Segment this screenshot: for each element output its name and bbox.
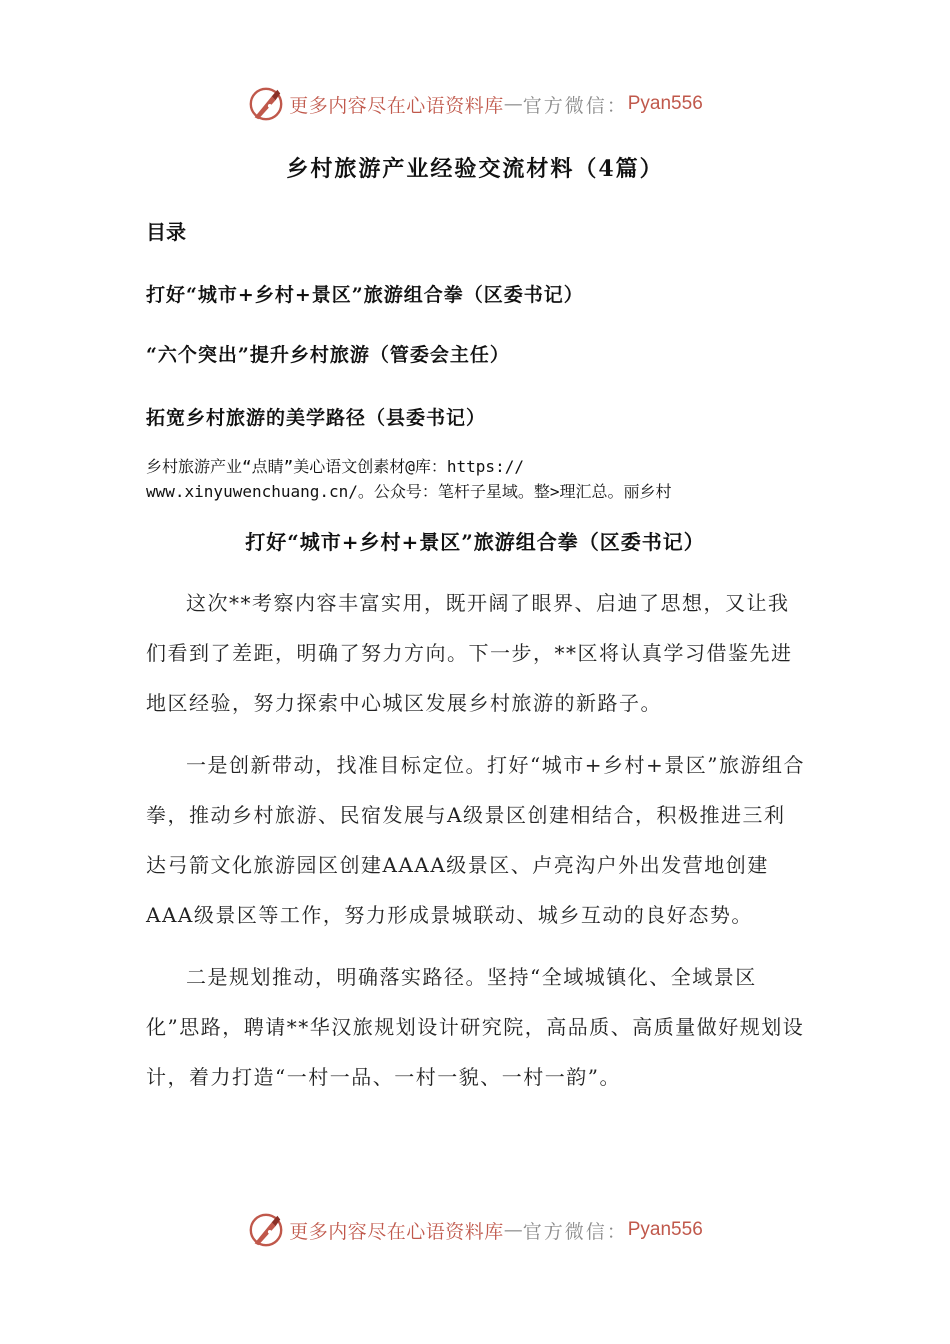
- banner-dash: —: [503, 93, 523, 115]
- pen-logo-icon: [247, 1211, 285, 1249]
- section-title: 打好“城市+乡村+景区”旅游组合拳（区委书记）: [245, 530, 705, 554]
- footer-banner-label: 官方微信：: [522, 1220, 628, 1243]
- header-watermark-banner: [0, 82, 950, 126]
- toc-item-3: 拓宽乡村旅游的美学路径（县委书记）: [146, 407, 487, 429]
- pen-logo-icon: [247, 85, 285, 123]
- toc-item-1: 打好“城市+乡村+景区”旅游组合拳（区委书记）: [146, 284, 584, 306]
- footer-banner-dash: —: [503, 1219, 523, 1241]
- footer-banner-main-text: 更多内容尽在心语资料库: [289, 1220, 504, 1243]
- paragraph-1: 这次**考察内容丰富实用，既开阔了眼界、启迪了思想，又让我们看到了差距，明确了努力方向。下一步，**区将认真学习借鉴先进地区经验，努力探索中心城区发展乡村旅游的新路子。: [146, 591, 793, 715]
- banner-label: 官方微信：: [522, 94, 628, 117]
- paragraph-2: 一是创新带动，找准目标定位。打好“城市+乡村+景区”旅游组合拳，推动乡村旅游、民宿发展与A级景区创建相结合，积极推进三利达弓箭文化旅游园区创建AAAA级景区、卢亮沟户外出发营地创建AAA级景区等工作，努力形成景城联动、城乡互动的良好态势。: [146, 753, 805, 927]
- paragraph-3: 二是规划推动，明确落实路径。坚持“全域城镇化、全域景区化”思路，聘请**华汉旅规划设计研究院，高品质、高质量做好规划设计，着力打造“一村一品、一村一貌、一村一韵”。: [146, 965, 805, 1089]
- banner-wechat-id: Pyan556: [627, 93, 703, 114]
- source-note-line-2: www.xinyuwenchuang.cn/。公众号：笔杆子星域。整>理汇总。丽乡村: [146, 482, 672, 501]
- banner-main-text: 更多内容尽在心语资料库: [289, 94, 504, 117]
- footer-banner-wechat-id: Pyan556: [627, 1219, 703, 1240]
- source-note-line-1: 乡村旅游产业“点睛”美心语文创素材@库：https://: [146, 457, 524, 476]
- footer-watermark-banner: [0, 1208, 950, 1252]
- toc-item-2: “六个突出”提升乡村旅游（管委会主任）: [146, 344, 510, 366]
- source-note: [146, 454, 826, 504]
- toc-heading: 目录: [146, 220, 186, 244]
- document-title: 乡村旅游产业经验交流材料（4篇）: [286, 156, 664, 182]
